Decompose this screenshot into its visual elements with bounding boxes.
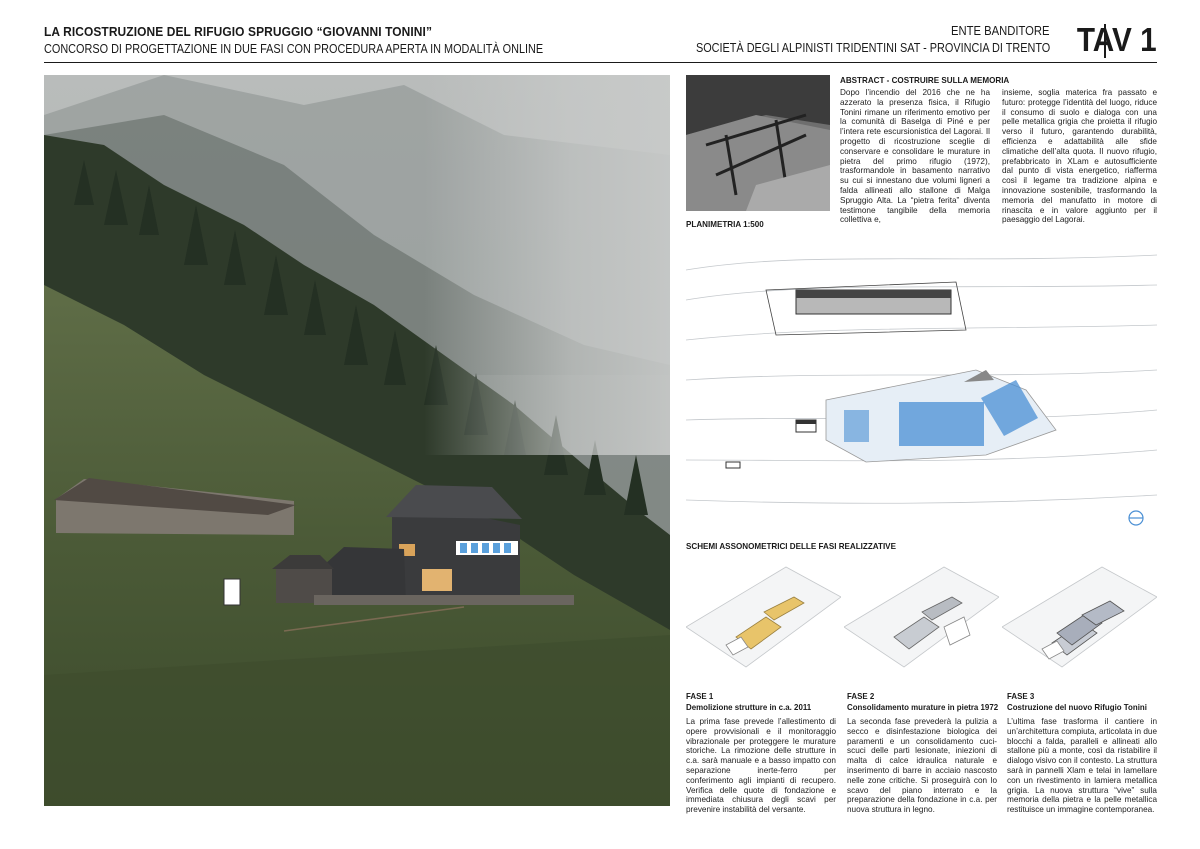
planimetria-title: PLANIMETRIA 1:500	[686, 219, 764, 229]
phase-1-text: La prima fase prevede l’allestimento di opere provvisionali e il monitoraggio vibrazionale per proteggere le murature storiche. La rimozione delle strutture in c.a. sarà manuale e a basso impatto con separazione inerte-ferro per conferimento agli impianti di recupero. Verifica delle quote di fondazione e immediata chiusura degli scavi per prevenire instabilità del versante.	[686, 717, 836, 815]
main-render-image	[44, 75, 670, 806]
phase-2-name: Consolidamento murature in pietra 1972	[847, 702, 999, 712]
page-subtitle: CONCORSO DI PROGETTAZIONE IN DUE FASI CON PROCEDURA APERTA IN MODALITÀ ONLINE	[44, 42, 544, 56]
axo-phase-1	[686, 557, 841, 685]
abstract-text-col-2: insieme, soglia materica fra passato e futuro: protegge l’identità del luogo, riduce il consumo di suolo e dialoga con una pelle metallica grigia che proietta il rifugio verso il futuro, garantendo durabilità, efficienza e adattabilità alle sfide climatiche dell’alta quota. Il nuovo rifugio, prefabbricato in XLam e autosufficiente dal punto di vista energetico, riafferma così il legame tra tradizione alpina e innovazione sostenibile, trasformando la memoria del manufatto in motore di rinascita e in valore aggiunto per il paesaggio del Lagorai.	[1002, 88, 1157, 225]
phase-3-name: Costruzione del nuovo Rifugio Tonini	[1007, 702, 1147, 712]
axo-phase-3	[1002, 557, 1157, 685]
header	[44, 22, 1157, 62]
phase-3-label: FASE 3	[1007, 691, 1035, 701]
abstract-text-col-1: Dopo l’incendio del 2016 che ne ha azzerato la presenza fisica, il Rifugio Tonini rimane un riferimento emotivo per la comunità di Baselga di Piné e per l’intera rete escursionistica del Lagorai. Il progetto di ricostruzione sceglie di conservare e consolidare le murature in pietra del primo rifugio (1972), trasformandole in basamento narrativo su cui si innestano due volumi ligneri a falda allineati allo stallone di Malga Spruggio Alta. La “pietra ferita” diventa testimone tangibile della memoria collettiva e,	[840, 88, 990, 225]
header-rule	[44, 62, 1157, 63]
abstract-title: ABSTRACT - COSTRUIRE SULLA MEMORIA	[840, 75, 1010, 85]
phase-1-name: Demolizione strutture in c.a. 2011	[686, 702, 812, 712]
phase-3-text: L’ultima fase trasforma il cantiere in un’architettura compiuta, articolata in due blocchi a falda, paralleli e allineati allo stallone più a monte, così da ristabilire il dialogo visivo con il contesto. La struttura sarà in pannelli Xlam e telai in lamellare con un rivestimento in lamiera metallica grigia. La nuova struttura “vive” sulla memoria della pietra e la pelle metallica restituisce un immagine contemporanea.	[1007, 717, 1157, 815]
schemi-title: SCHEMI ASSONOMETRICI DELLE FASI REALIZZATIVE	[686, 541, 896, 551]
ente-label: ENTE BANDITORE	[951, 24, 1050, 38]
axo-phase-2	[844, 557, 999, 685]
phase-2-label: FASE 2	[847, 691, 875, 701]
sheet-number: TAV 1	[1077, 21, 1157, 58]
organization-name: SOCIETÀ DEGLI ALPINISTI TRIDENTINI SAT - PROVINCIA DI TRENTO	[695, 41, 1050, 55]
phase-1-label: FASE 1	[686, 691, 714, 701]
historic-photo	[686, 75, 830, 211]
page-title: LA RICOSTRUZIONE DEL RIFUGIO SPRUGGIO “GIOVANNI TONINI”	[44, 24, 433, 39]
phase-2-text: La seconda fase prevederà la pulizia a secco e disinfestazione biologica dei paramenti e un consolidamento cuci-scuci delle parti lesionate, iniezioni di malta di calce idraulica naturale e inserimento di barre in acciaio nascosto nelle zone critiche. Si proseguirà con lo scavo del piano interrato e la preparazione della fondazione in c.a. per nuova struttura in legno.	[847, 717, 997, 815]
site-plan-drawing	[686, 230, 1157, 535]
